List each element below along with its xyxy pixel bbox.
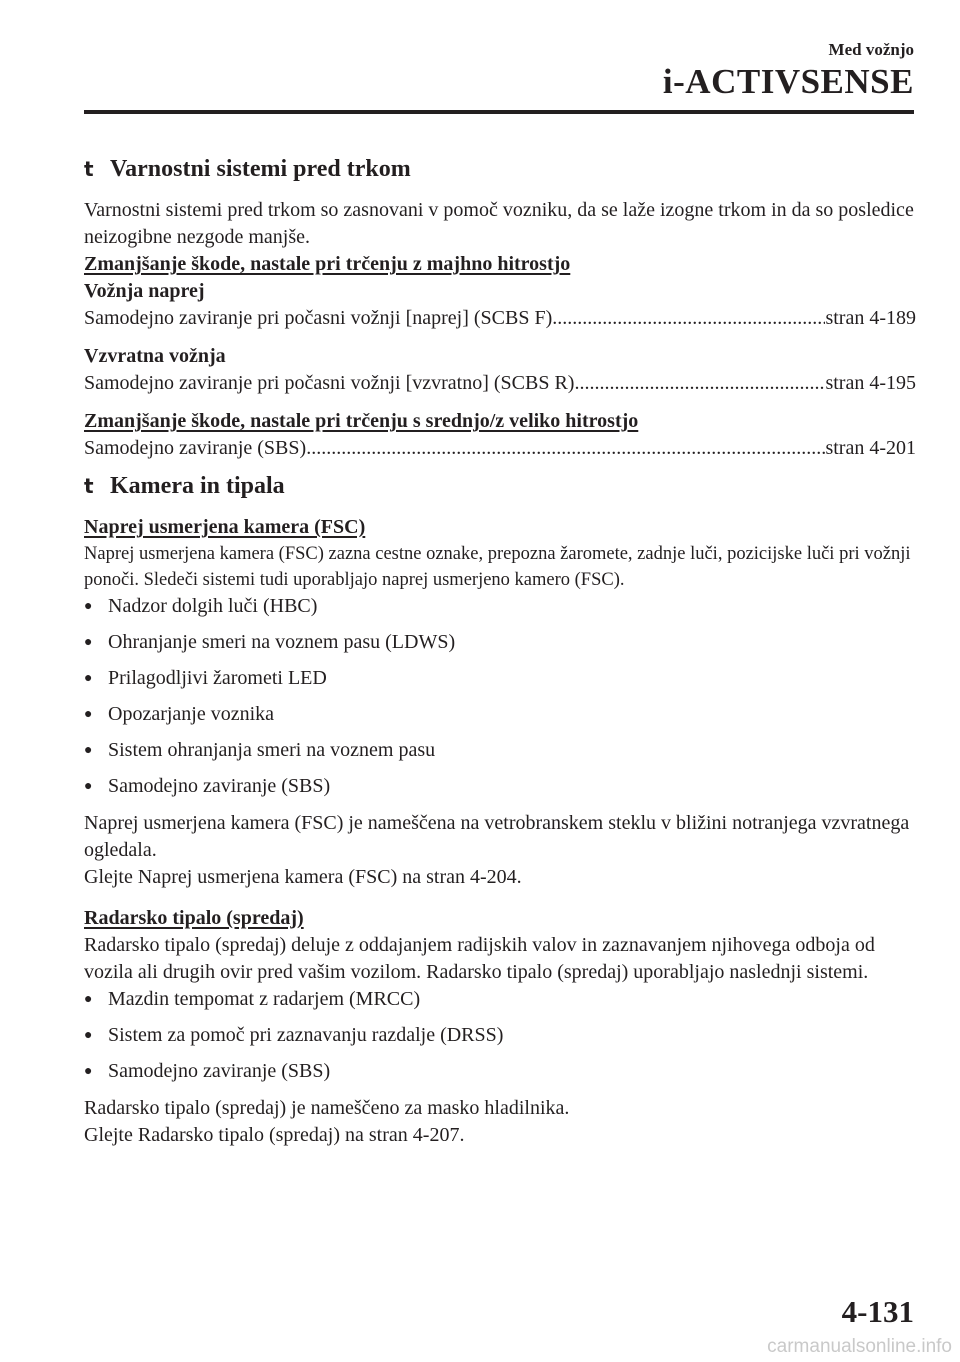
page-reference-scbs-f (84, 305, 916, 332)
subheading-low-speed: Zmanjšanje škode, nastale pri trčenju z majhno hitrostjo (84, 253, 571, 275)
section-bullet-icon: t (84, 474, 94, 498)
leader-dots (306, 435, 825, 462)
fsc-see-also: Glejte Naprej usmerjena kamera (FSC) na stran 4-204. (84, 866, 522, 888)
watermark: carmanualsonline.info (767, 1336, 952, 1357)
list-item: ● Ohranjanje smeri na voznem pasu (LDWS) (84, 629, 916, 656)
bullet-icon: ● (84, 779, 93, 794)
subheading-high-speed: Zmanjšanje škode, nastale pri trčenju s srednjo/z veliko hitrostjo (84, 410, 639, 432)
fsc-intro: Naprej usmerjena kamera (FSC) zazna cestne oznake, prepozna žaromete, zadnje luči, pozicijske luči pri vožnji ponoči. Sledeči sistemi tudi uporabljajo naprej usmerjeno kamero (FSC). (84, 544, 911, 590)
section-title: Kamera in tipala (110, 473, 285, 499)
radar-systems-list (84, 986, 916, 1085)
page-number: 4-131 (841, 1294, 914, 1329)
list-item: ● Prilagodljivi žarometi LED (84, 665, 916, 692)
section-heading-collision-systems (84, 156, 916, 183)
bullet-icon: ● (84, 707, 93, 722)
header-divider (84, 110, 914, 114)
section-intro: Varnostni sistemi pred trkom so zasnovani v pomoč vozniku, da se laže izogne trkom in da so posledice neizogibne nezgode manjše. (84, 199, 914, 248)
bullet-icon: ● (84, 743, 93, 758)
radar-see-also: Glejte Radarsko tipalo (spredaj) na stran 4-207. (84, 1124, 465, 1146)
bullet-icon: ● (84, 992, 93, 1007)
fsc-location-note: Naprej usmerjena kamera (FSC) je nameščena na vetrobranskem steklu v bližini notranjega vzvratnega ogledala. (84, 812, 910, 861)
bullet-icon: ● (84, 635, 93, 650)
list-item: ● Opozarjanje voznika (84, 701, 916, 728)
subheading-radar: Radarsko tipalo (spredaj) (84, 907, 304, 929)
list-item: ● Samodejno zaviranje (SBS) (84, 1058, 916, 1085)
page-reference-sbs (84, 435, 916, 462)
bullet-icon: ● (84, 1028, 93, 1043)
page-reference-scbs-r (84, 370, 916, 397)
radar-intro: Radarsko tipalo (spredaj) deluje z oddajanjem radijskih valov in zaznavanjem njihovega odboja od vozila ali drugih ovir pred vašim vozilom. Radarsko tipalo (spredaj) uporabljajo naslednji sistemi. (84, 934, 875, 983)
page-title: i-ACTIVSENSE (662, 62, 914, 101)
reference-label: Samodejno zaviranje pri počasni vožnji [naprej] (SCBS F) (84, 307, 553, 329)
list-item: ● Nadzor dolgih luči (HBC) (84, 593, 916, 620)
page-content (84, 156, 916, 1149)
bullet-icon: ● (84, 599, 93, 614)
list-item: ● Mazdin tempomat z radarjem (MRCC) (84, 986, 916, 1013)
fsc-systems-list (84, 593, 916, 800)
subheading-fsc: Naprej usmerjena kamera (FSC) (84, 516, 366, 538)
subheading-reverse: Vzvratna vožnja (84, 345, 226, 367)
list-item: ● Samodejno zaviranje (SBS) (84, 773, 916, 800)
reference-page: stran 4-189 (825, 307, 916, 329)
reference-page: stran 4-201 (825, 437, 916, 459)
section-heading-camera-sensors (84, 473, 916, 500)
section-title: Varnostni sistemi pred trkom (110, 156, 411, 182)
reference-label: Samodejno zaviranje pri počasni vožnji [vzvratno] (SCBS R) (84, 372, 575, 394)
list-item: ● Sistem za pomoč pri zaznavanju razdalje (DRSS) (84, 1022, 916, 1049)
bullet-icon: ● (84, 671, 93, 686)
reference-label: Samodejno zaviranje (SBS) (84, 437, 307, 459)
bullet-icon: ● (84, 1064, 93, 1079)
radar-location-note: Radarsko tipalo (spredaj) je nameščeno za masko hladilnika. (84, 1097, 570, 1119)
leader-dots (574, 370, 825, 397)
subheading-forward: Vožnja naprej (84, 280, 205, 302)
leader-dots (552, 305, 825, 332)
list-item: ● Sistem ohranjanja smeri na voznem pasu (84, 737, 916, 764)
reference-page: stran 4-195 (825, 372, 916, 394)
section-bullet-icon: t (84, 157, 94, 181)
chapter-label: Med vožnjo (828, 40, 914, 59)
